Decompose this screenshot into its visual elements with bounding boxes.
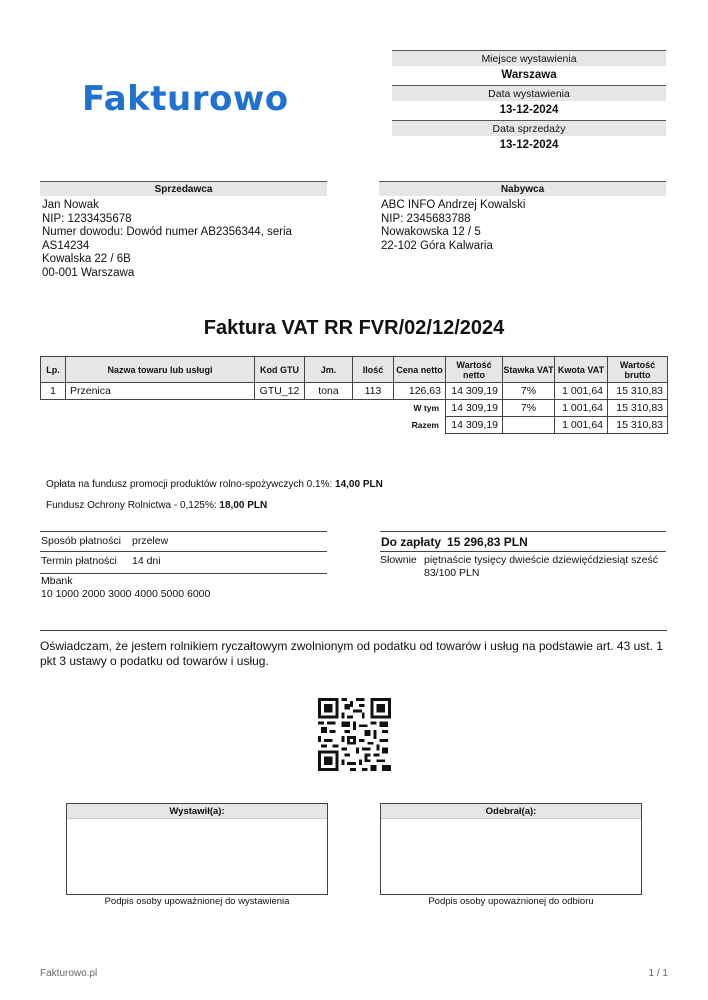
razem-label: Razem bbox=[411, 420, 439, 430]
seller-line: Jan Nowak bbox=[42, 199, 99, 211]
table-header-row bbox=[41, 357, 668, 383]
razem-rate bbox=[503, 417, 555, 434]
col-header: Wartość brutto bbox=[608, 357, 668, 383]
bank-block bbox=[40, 573, 327, 601]
wtym-label: W tym bbox=[413, 403, 439, 414]
issuer-signature-caption: Podpis osoby upoważnionej do wystawienia bbox=[104, 896, 290, 907]
col-header: Ilość bbox=[353, 357, 394, 383]
razem-vat: 1 001,64 bbox=[555, 417, 608, 434]
cell-gtu: GTU_12 bbox=[255, 383, 305, 400]
amount-due-label: Do zapłaty bbox=[381, 535, 442, 549]
words-value: piętnaście tysięcy dwieście dziewięćdziesiąt sześć 83/100 PLN bbox=[424, 554, 659, 579]
cell-unit: tona bbox=[305, 383, 353, 400]
cell-name: Przenica bbox=[66, 383, 255, 400]
amount-due bbox=[380, 531, 666, 552]
receiver-signature-caption: Podpis osoby upoważnionej do odbioru bbox=[428, 896, 594, 907]
brand-logo: Fakturowo bbox=[82, 79, 289, 119]
bank-account: 10 1000 2000 3000 4000 5000 6000 bbox=[41, 588, 211, 600]
payment-term-value: 14 dni bbox=[132, 555, 161, 567]
table-row bbox=[41, 383, 668, 400]
buyer-heading: Nabywca bbox=[379, 181, 666, 196]
issuer-signature-box bbox=[66, 803, 328, 895]
cell-qty: 113 bbox=[353, 383, 394, 400]
wtym-gross: 15 310,83 bbox=[608, 400, 668, 417]
qr-code-icon bbox=[318, 698, 391, 771]
col-header: Stawka VAT bbox=[503, 357, 555, 383]
place-value: Warszawa bbox=[501, 69, 557, 81]
issuer-signature-heading: Wystawił(a): bbox=[67, 804, 327, 819]
sale-date-value: 13-12-2024 bbox=[499, 139, 559, 151]
seller-block bbox=[40, 181, 327, 281]
cell-rate: 7% bbox=[503, 383, 555, 400]
amount-in-words bbox=[380, 554, 666, 580]
seller-line: 00-001 Warszawa bbox=[42, 266, 135, 279]
buyer-line: Nowakowska 12 / 5 bbox=[381, 226, 481, 239]
payment-method-value: przelew bbox=[132, 535, 169, 547]
payment-term-row bbox=[40, 551, 327, 570]
cell-net: 14 309,19 bbox=[446, 383, 503, 400]
buyer-block bbox=[379, 181, 666, 253]
invoice-title: Faktura VAT RR FVR/02/12/2024 bbox=[203, 317, 505, 339]
amount-due-value: 15 296,83 PLN bbox=[447, 535, 528, 549]
footer-page-number: 1 / 1 bbox=[648, 968, 668, 979]
promo-fund-label: Opłata na fundusz promocji produktów rolno-spożywczych 0.1%: bbox=[46, 479, 333, 490]
promo-fund-value: 14,00 PLN bbox=[335, 479, 383, 490]
ochrony-fund-value: 18,00 PLN bbox=[219, 500, 268, 511]
invoice-meta bbox=[392, 50, 666, 155]
wtym-row bbox=[41, 400, 668, 417]
ochrony-fund-label: Fundusz Ochrony Rolnictwa - 0,125%: bbox=[46, 500, 217, 511]
col-header: Cena netto bbox=[394, 357, 446, 383]
issue-date-value: 13-12-2024 bbox=[499, 104, 559, 116]
footer-site: Fakturowo.pl bbox=[40, 968, 98, 979]
bank-name: Mbank bbox=[41, 575, 73, 587]
col-header: Jm. bbox=[305, 357, 353, 383]
promo-fund-line bbox=[46, 479, 383, 490]
cell-vat: 1 001,64 bbox=[555, 383, 608, 400]
col-header: Nazwa towaru lub usługi bbox=[66, 357, 255, 383]
col-header: Kwota VAT bbox=[555, 357, 608, 383]
buyer-line: ABC INFO Andrzej Kowalski bbox=[381, 199, 526, 211]
buyer-line: 22-102 Góra Kalwaria bbox=[381, 239, 493, 252]
seller-line: Kowalska 22 / 6B bbox=[42, 253, 131, 266]
wtym-vat: 1 001,64 bbox=[555, 400, 608, 417]
payment-term-label: Termin płatności bbox=[41, 555, 117, 567]
seller-line: Numer dowodu: Dowód numer AB2356344, seria bbox=[42, 226, 292, 239]
buyer-line: NIP: 2345683788 bbox=[381, 212, 471, 225]
sale-date-label: Data sprzedaży bbox=[392, 120, 666, 136]
seller-heading: Sprzedawca bbox=[40, 181, 327, 196]
receiver-signature-heading: Odebrał(a): bbox=[381, 804, 641, 819]
wtym-rate: 7% bbox=[503, 400, 555, 417]
cell-lp: 1 bbox=[41, 383, 66, 400]
razem-gross: 15 310,83 bbox=[608, 417, 668, 434]
col-header: Lp. bbox=[41, 357, 66, 383]
farmer-statement: Oświadczam, że jestem rolnikiem ryczałtowym zwolnionym od podatku od towarów i usług na podstawie art. 43 ust. 1 pkt 3 ustawy o podatku od towarów i usług. bbox=[40, 630, 667, 669]
wtym-net: 14 309,19 bbox=[446, 400, 503, 417]
seller-line: AS14234 bbox=[42, 239, 90, 252]
payment-method-label: Sposób płatności bbox=[41, 535, 121, 547]
col-header: Kod GTU bbox=[255, 357, 305, 383]
seller-line: NIP: 1233435678 bbox=[42, 212, 132, 225]
ochrony-fund-line bbox=[46, 500, 267, 511]
razem-row bbox=[41, 417, 668, 434]
payment-method-row bbox=[40, 531, 327, 550]
cell-gross: 15 310,83 bbox=[608, 383, 668, 400]
receiver-signature-box bbox=[380, 803, 642, 895]
cell-price: 126,63 bbox=[394, 383, 446, 400]
words-label: Słownie bbox=[380, 554, 417, 566]
col-header: Wartość netto bbox=[446, 357, 503, 383]
place-label: Miejsce wystawienia bbox=[392, 50, 666, 66]
items-table bbox=[40, 356, 668, 434]
razem-net: 14 309,19 bbox=[446, 417, 503, 434]
issue-date-label: Data wystawienia bbox=[392, 85, 666, 101]
